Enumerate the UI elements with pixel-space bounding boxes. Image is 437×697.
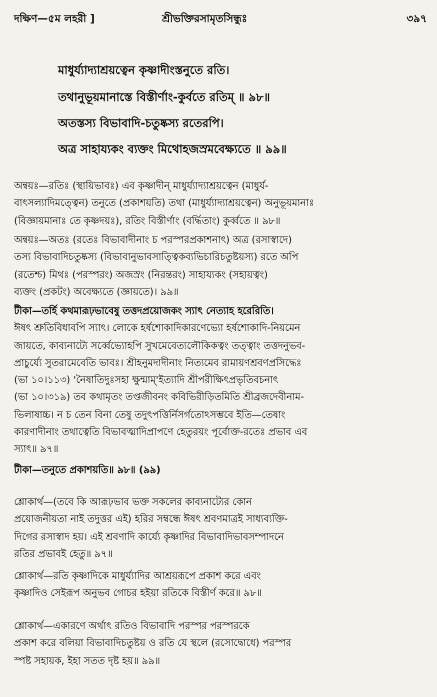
sloka-artha-97 [14, 494, 427, 563]
text-line: স্পষ্ট সহায়ক, ইহা সতত দৃষ্ট হয়॥ ৯৯॥ [14, 655, 160, 667]
sloka-artha-99 [14, 618, 427, 670]
text-line: অন্বয়ঃ—অতঃ (রতেঃ বিভাবাদীনাং চ পরস্পরপ্রকাশনাৎ) অত্র (রসাস্বাদে) [14, 235, 292, 246]
anvaya-98 [14, 178, 427, 230]
verse-line: তথানুভূয়মানাস্তে বিস্তীর্ণাং-কুর্বতে রতিম্ ॥ ৯৮॥ [58, 90, 270, 104]
text-line: প্রয়োজনীয়তা নাই তদুত্তর এই) হরির সম্বন্ধে ঈষৎ শ্রবণমাত্রই সাধ্যব্যক্তি- [14, 514, 288, 526]
text-line: শ্লোকার্থ—(তবে কি আরূঢ়ভাব ভক্ত সকলের কাব্যনাট্যের কোন [14, 497, 252, 508]
text-line: টীকা—তনুতে প্রকাশয়তি॥ ৯৮॥ (৯৯) [14, 465, 161, 476]
verse-line: অত্র সাহায্যকং ব্যক্তং মিথোহজস্রমবেক্ষ্যতে ॥ ৯৯॥ [58, 142, 287, 156]
tika-98 [14, 462, 427, 479]
text-line: (ভা ১০।৩১৯) তব কথামৃতং তপ্তজীবনং কবিভিরীড়িতমিতি শ্রীব্রজদেবীনাম- [14, 392, 304, 404]
text-line: প্রাচুর্য্যে সুতরামেবেতি ভাবঃ। শ্রীহনুমদাদীনাং নিত্যমেব রামায়ণশ্রবণপ্রসিদ্ধেঃ [14, 357, 302, 369]
verse-line: অতস্তস্য বিভাবাদি-চতুষ্কস্য রতেরপি। [58, 116, 224, 130]
sloka-artha-98 [14, 568, 427, 603]
text-line: ভিলাষাচ্চ। ন চ তেন বিনা তেষু তদুৎপত্তির্নিসর্গতো‌‌‌‌‌‌‌ঽসম্ভবে ইতি—তেষাং [14, 409, 286, 421]
text-line: (বিজ্ঞায়মানাঃ তে কৃষ্ণদয়ঃ), রতিং বিস্তীর্ণাং (বর্দ্ধিতাং) কুর্ব্বতে ॥ ৯৮॥ [14, 215, 281, 227]
text-line: জায়তে, কাব্যনাট্যে সর্ব্বেভ্যোহপি সুখমেবেত্যলৌকিকত্বং তত্ত্বাং তত্তদনুভব- [14, 340, 306, 352]
text-line: অন্বয়ঃ—রতিঃ (স্থায়িভাবঃ) এব কৃষ্ণাদীন্ মাধুর্য্যাদ্যাশ্রয়ত্বেন (মাধুর্য- [14, 181, 269, 192]
text-line: টীকা—তর্হি কথমারূঢ়ভাবেষু তত্তদপ্রয়োজকং স্যাৎ নেত্যাহ হরেরিতি। [14, 306, 274, 317]
text-line: শ্লোকার্থ—রতি কৃষ্ণাদিকে মাধুর্য্যাদির আশ্রয়রূপে প্রকাশ করে এবং [14, 571, 261, 582]
text-line: দিগের রসাস্বাদ হয়। এই শ্রবণাদি কার্য্যে কৃষ্ণাদির বিভাবাদিভাবসম্পাদনে [14, 531, 284, 543]
text-line: কৃষ্ণাদিও সেইরূপ অনুভব গোচর হইয়া রতিকে বিস্তীর্ণ করে॥ ৯৮॥ [14, 588, 262, 600]
text-line: তস্য বিভাবাদিচতুষ্কস্য (বিভাবানুভাবসাত্ত্বিকব্যভিচারিচতুষ্টয়স্য) রতে অপি [14, 252, 299, 264]
tika-97 [14, 303, 427, 459]
text-line: (ভা ১০।১১৩) 'নৈষাতিদুঃসহা ক্ষুন্মাম্'ইত্যাদি শ্রীপরীক্ষিৎপ্রভৃতিবচনাৎ [14, 375, 279, 387]
text-line: বাৎসল্যাদিমত্ত্বেন) তনুতে (প্রকাশয়তি) তথা (মাধুর্য্যাদ্যাশ্রয়ত্বেন) অনুভূয়মানাঃ [14, 198, 315, 210]
text-line: কারণাদীনাং তথাত্বেতি বিভাবত্মাদিপ্রাপণে হেতুরয়ং পূর্বোক্ত-রতেঃ প্রভাব এব [14, 427, 308, 439]
page-number: ৩৯৭ [406, 13, 427, 25]
anvaya-99 [14, 232, 427, 301]
text-line: (রতেশ্চ) মিথঃ (পরস্পরং) অজস্রং (নিরন্তরং) সাহায্যকং (সহায়ত্বং) [14, 269, 268, 281]
text-line: স্যাৎ॥ ৯৭॥ [14, 444, 59, 456]
header-title: শ্রীভক্তিরসামৃতসিন্ধুঃ [162, 13, 248, 25]
text-line: রতির প্রভাবই হেতু॥ ৯৭॥ [14, 548, 113, 560]
text-line: প্রকাশ করে বলিয়া বিভাবাদিচতুষ্টয় ও রতি যে স্থলে (রসোদ্বোধে) পরস্পর [14, 638, 292, 650]
page-header [14, 12, 427, 30]
text-line: ব্যক্তং (প্রকটং) অবেক্ষ্যতে (জ্ঞায়তে)। ৯৯॥ [14, 286, 179, 298]
text-line: শ্লোকার্থ—একারণে অর্থাৎ রতিও বিভাবাদি পরস্পর পরস্পরকে [14, 621, 250, 632]
header-section: দক্ষিণ—৫ম লহরী ] [14, 13, 95, 25]
text-line: ঈষৎ শ্রুতিবিধাবপি স্যাৎ। লোকে হর্ষশোকাদিকারণেভ্যো হর্ষশোকাদি-নিয়মেন [14, 323, 301, 335]
verse-line: মাধুর্য্যাদ্যাশ্রয়ত্বেন কৃষ্ণাদীংস্তনুতে রতি। [58, 63, 230, 77]
